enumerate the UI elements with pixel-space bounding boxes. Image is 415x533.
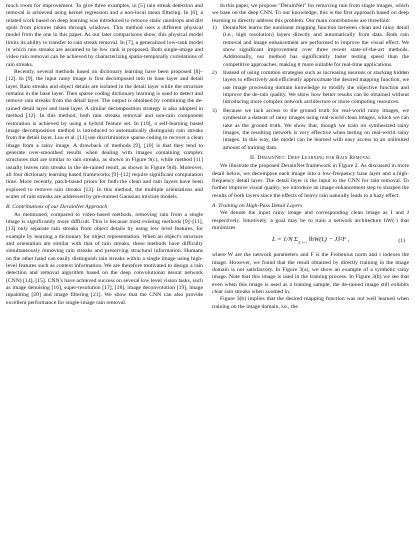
list-item-text: Because we lack access to the ground truth for real-world rainy images, we synthesize a dataset of rainy images using real-world clean images, which we can take as the ground truth. We show that, though we train on synthesized rainy images, the resulting network is very effective when testing on real-world rainy images. In this way, the model can be learned with easy access to an unlimited amount of training data.	[223, 107, 409, 151]
equation-sum-limits: N, i=1	[297, 240, 308, 245]
equation-norm: ‖hW(Iᵢ) − Jᵢ‖²F ,	[308, 236, 350, 244]
contributions-list	[212, 25, 409, 152]
subsection-title-training: A. Training on High-Pass Detail Layers	[212, 202, 303, 209]
paragraph-dictionary-learning: Recently, several methods based on dictionary learning have been proposed [8]–[12]. In [9], the input rainy image is first decomposed into its base layer and detail layer. Rain streaks and object details are isolated in the detail layer while the structure remains in the base layer. Then sparse coding dictionary learning is used to detect and remove rain streaks from the detail layer. The output is obtained by combining the de-rained detail layer and base layer. A similar decomposition strategy is also adopted in method [12]. In this method, both rain streaks removal and non-rain component restoration is achieved by using a hybrid feature set. In [10], a self-learning based image decomposition method is introduced to automatically distinguish rain streaks from the detail layer. Luo et al. [11] use discriminative sparse coding to recover a clean image from a rainy image. A drawback of methods [9], [10] is that they tend to generate over-smoothed results when dealing with images containing complex structures that are similar to rain streaks, as shown in Figure 9(c), while method [11] usually leaves rain streaks in the de-rained result, as shown in Figure 9(d). Moreover, all four dictionary learning based frameworks [9]–[12] require significant computation time. More recently, patch-based priors for both the clean and rain layers have been explored to remove rain streaks [13]. In this method, the multiple orientations and scales of rain streaks are addressed by pre-trained Gaussian mixture models.	[6, 69, 203, 200]
paragraph-after-equation: where W are the network parameters and F is the Frobenius norm and i indexes the image. However, we found that the result obtained by directly training in the image domain is not satisfactory. In Figure 3(a), we show an example of a synthetic rainy image. Note that this image is used in the training process. In Figure 3(b) we see that even when this image is used as a training sample, the de-rained image still exhibits clear rain streaks when zoomed in.	[212, 252, 409, 296]
paragraph-framework: We illustrate the proposed DerainNet framework in Figure 2. As discussed in more detail below, we decompose each image into a low-frequency base layer and a high-frequency detail layer. The detail layer is the input to the CNN for rain removal. To further improve visual quality, we introduce an image enhancement step to sharpen the results of both layers since the effects of heavy rain naturally leads to a hazy effect.	[212, 163, 409, 199]
equation-1	[212, 234, 409, 250]
paragraph-training: We denote the input rainy image and corresponding clean image as I and J respectively. Intuitively, a goal may be to train a network architecture hW(·) that minimizes	[212, 210, 409, 231]
paragraph-last: Figure 3(b) implies that the desired mapping function was not well learned when training on the image domain, i.e., the	[212, 296, 409, 310]
equation-number: (1)	[398, 238, 405, 245]
equation-lhs: L =	[272, 236, 284, 244]
list-item-text: DerainNet learns the nonlinear mapping function between clean and rainy detail (i.e., high resolution) layers directly and automatically from data. Both rain removal and image enhancement are performed to improve the visual effect. We show significant improvement over three recent state-of-the-art methods. Additionally, our method has significantly faster testing speed than the competitive approaches, making it more suitable for real-time applications.	[223, 25, 409, 68]
equation-sum: Σ	[294, 236, 298, 244]
paragraph-related-work: much room for improvement. To give three examples, in [5] rain streak detection and removal is achieved using kernel regression and a non-local mean filtering. In [6], a related work based on deep learning was introduced to remove static raindrops and dirt spots from pictures taken through windows. This method uses a different physical model from the one in this paper. As our later comparisons show, this physical model limits its ability to transfer to rain streak removal. In [7], a generalized low-rank model in which rain streaks are assumed to be low rank is proposed. Both single-image and video rain removal can be achieved by characterizing spatio-temporally correlations of rain streaks.	[6, 3, 203, 68]
subsection-title-contributions: B. Contributions of our DerainNet Approach	[6, 204, 108, 211]
paragraph-intro: In this paper, we propose "DerainNet" for removing rain from single images, which we base on the deep CNN. To our knowledge, this is the first approach based on deep learning to directly address this problem. Our main contributions are threefold:	[212, 3, 409, 24]
list-item-number: 2)	[212, 70, 217, 77]
section-title-derainnet: II. DerainNet: Deep Learning for Rain Removal	[249, 154, 372, 161]
list-item	[212, 25, 409, 69]
list-item-text: Instead of using common strategies such as increasing neurons or stacking hidden layers to effectively and efficiently approximate the desired mapping function, we use image processing domain knowledge to modify the objective function and improve the de-rain quality. We show how better results can be obtained without introducing more complex network architecture or more computing resources.	[223, 70, 409, 106]
right-column	[212, 3, 409, 311]
list-item	[212, 108, 409, 152]
list-item-number: 1)	[212, 25, 217, 32]
list-item	[212, 70, 409, 107]
paragraph-contributions: As mentioned, compared to video-based methods, removing rain from a single image is significantly more difficult. This is because most existing methods [9]–[11], [13] only separate rain streaks from object details by using low level features, for example by learning a dictionary for object representation. When an object's structure and orientation are similar with that of rain streaks, these methods have difficulty simultaneously removing rain streaks and preserving structural information. Humans on the other hand can easily distinguish rain streaks within a single image using high-level features such as context information. We are therefore motivated to design a rain detection and removal algorithm based on the deep convolutional neural network (CNN) [14], [15]. CNN's have achieved success on several low level vision tasks, such as image denoising [16], super-resolution [17], [18], image deconvolution [19], image inpainting [20] and image filtering [21]. We show that the CNN can also provide excellent performance for single-image rain removal.	[6, 211, 203, 306]
equation-body	[272, 236, 349, 244]
left-column	[6, 3, 203, 307]
list-item-number: 3)	[212, 107, 217, 114]
equation-fraction: 1/N	[283, 236, 293, 244]
